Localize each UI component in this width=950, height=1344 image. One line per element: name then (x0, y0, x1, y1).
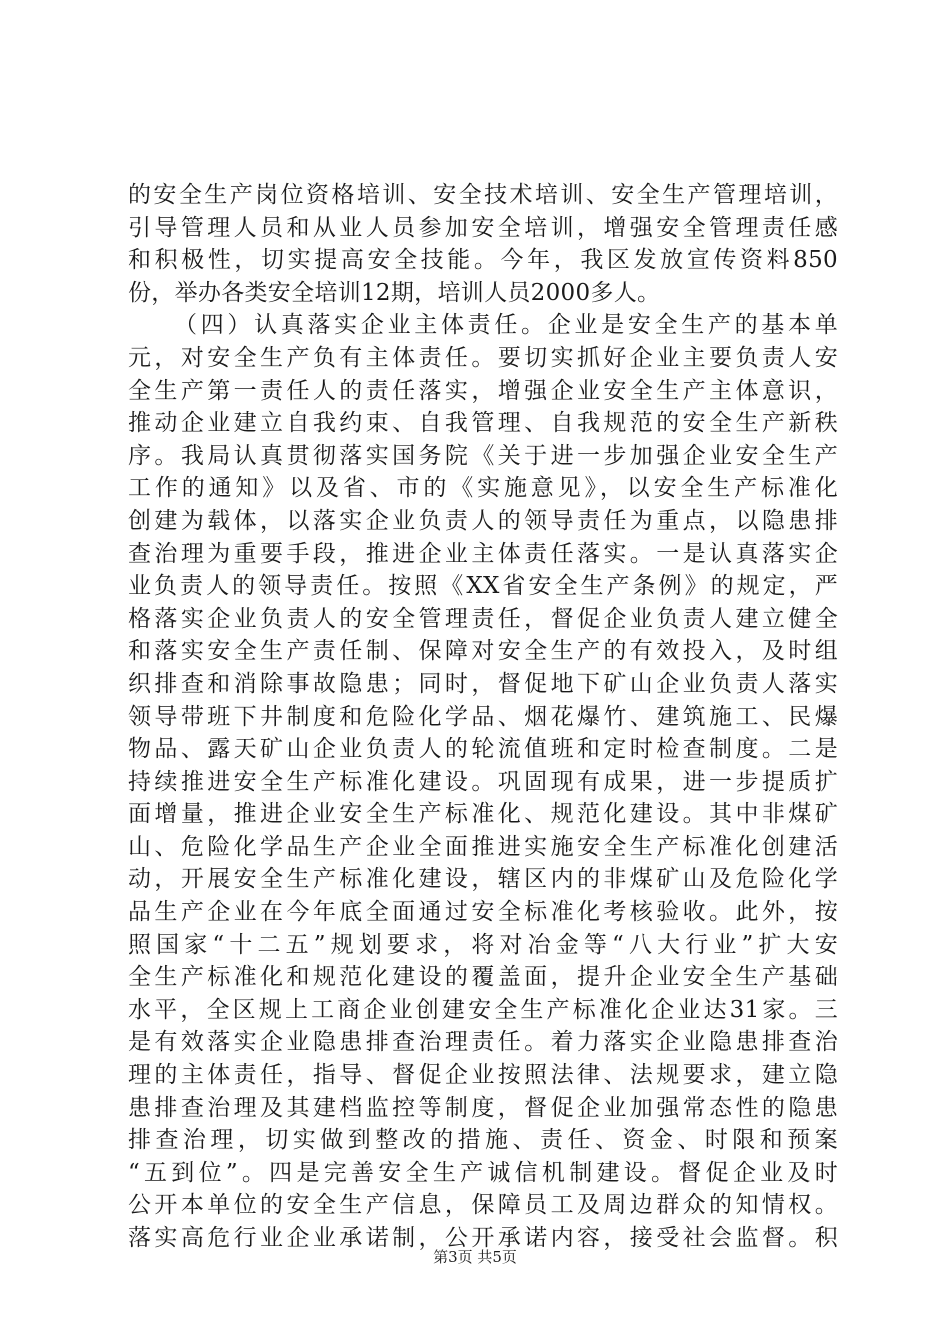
text-line: 动，开展安全生产标准化建设，辖区内的非煤矿山及危险化学 (128, 866, 838, 893)
text-line: 品生产企业在今年底全面通过安全标准化考核验收。此外，按 (128, 899, 838, 926)
text-line: 推动企业建立自我约束、自我管理、自我规范的安全生产新秩 (128, 410, 838, 437)
text-line: 的安全生产岗位资格培训、安全技术培训、安全生产管理培训， (128, 182, 838, 208)
text-line: 领导带班下井制度和危险化学品、烟花爆竹、建筑施工、民爆 (128, 703, 838, 730)
text-line: 面增量，推进企业安全生产标准化、规范化建设。其中非煤矿 (128, 801, 838, 828)
text-line: 山、危险化学品生产企业全面推进实施安全生产标准化创建活 (128, 833, 838, 860)
text-line: 查治理为重要手段，推进企业主体责任落实。一是认真落实企 (128, 540, 838, 567)
text-line: 是有效落实企业隐患排查治理责任。着力落实企业隐患排查治 (128, 1029, 838, 1056)
text-line: 创建为载体，以落实企业负责人的领导责任为重点，以隐患排 (128, 507, 838, 534)
text-line: 份，举办各类安全培训12期，培训人员2000多人。 (128, 279, 661, 306)
text-line: 和积极性，切实提高安全技能。今年，我区发放宣传资料850 (128, 247, 838, 274)
page-number-footer: 第3页 共5页 (433, 1248, 517, 1266)
paragraph-heading-line: （四）认真落实企业主体责任。企业是安全生产的基本单 (174, 312, 838, 339)
text-line: 患排查治理及其建档监控等制度，督促企业加强常态性的隐患 (128, 1094, 838, 1121)
text-line: 持续推进安全生产标准化建设。巩固现有成果，进一步提质扩 (128, 768, 838, 795)
text-line: 物品、露天矿山企业负责人的轮流值班和定时检查制度。二是 (128, 736, 838, 763)
text-line: 格落实企业负责人的安全管理责任，督促企业负责人建立健全 (128, 605, 838, 632)
text-line: 元，对安全生产负有主体责任。要切实抓好企业主要负责人安 (128, 344, 838, 371)
text-line: 排查治理，切实做到整改的措施、责任、资金、时限和预案 (128, 1127, 838, 1154)
text-line: 公开本单位的安全生产信息，保障员工及周边群众的知情权。 (128, 1192, 838, 1219)
text-line: 织排查和消除事故隐患；同时，督促地下矿山企业负责人落实 (128, 670, 838, 697)
text-line: 理的主体责任，指导、督促企业按照法律、法规要求，建立隐 (128, 1062, 838, 1089)
text-line: 水平，全区规上工商企业创建安全生产标准化企业达31家。三 (128, 996, 838, 1023)
document-body (128, 179, 838, 1255)
text-line: “五到位”。四是完善安全生产诚信机制建设。督促企业及时 (128, 1159, 838, 1186)
text-line: 业负责人的领导责任。按照《XX省安全生产条例》的规定，严 (128, 573, 838, 600)
text-line: 全生产第一责任人的责任落实，增强企业安全生产主体意识， (128, 377, 838, 404)
text-line: 照国家“十二五”规划要求，将对冶金等“八大行业”扩大安 (128, 931, 838, 958)
text-line: 引导管理人员和从业人员参加安全培训，增强安全管理责任感 (128, 214, 838, 241)
text-line: 序。我局认真贯彻落实国务院《关于进一步加强企业安全生产 (128, 442, 838, 469)
text-line: 落实高危行业企业承诺制，公开承诺内容，接受社会监督。积 (128, 1225, 838, 1251)
text-line: 和落实安全生产责任制、保障对安全生产的有效投入，及时组 (128, 638, 838, 665)
text-line: 全生产标准化和规范化建设的覆盖面，提升企业安全生产基础 (128, 964, 838, 991)
text-line: 工作的通知》以及省、市的《实施意见》，以安全生产标准化 (128, 475, 838, 502)
